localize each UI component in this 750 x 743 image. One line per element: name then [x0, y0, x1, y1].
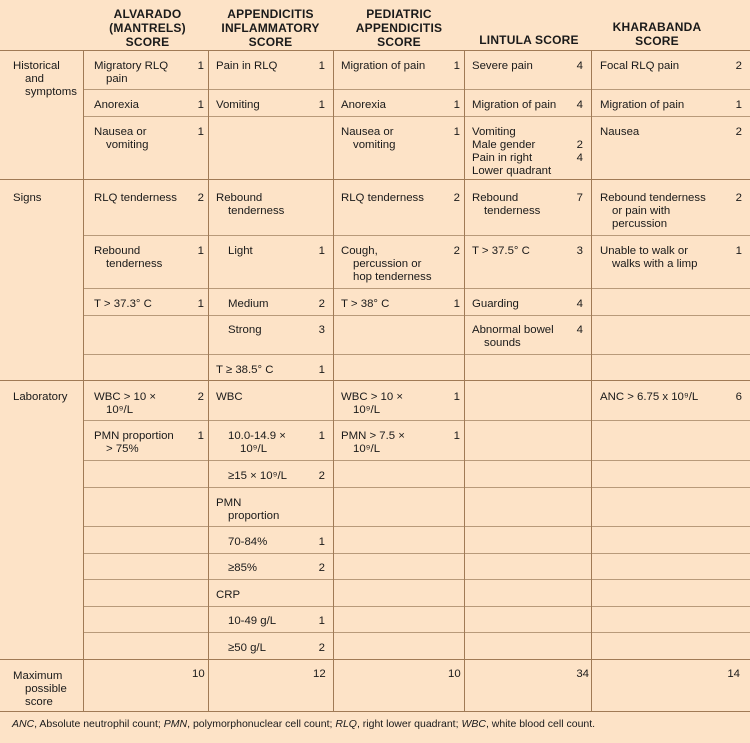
item-line: Nausea or [94, 126, 147, 138]
header-rule [0, 50, 750, 51]
section-laboratory: Laboratory [13, 391, 68, 403]
row-rule [83, 354, 750, 355]
header-line: SCORE [635, 34, 679, 48]
header-line: SCORE [248, 35, 293, 49]
kharabanda-item: Nausea [600, 126, 640, 138]
alvarado-item: T > 37.3° C [94, 298, 152, 310]
item-line: 10.0-14.9 × [228, 430, 286, 442]
lintula-points: 7 [576, 192, 583, 204]
header-line: SCORE [377, 35, 421, 49]
kharabanda-item: Focal RLQ pain [600, 60, 680, 72]
air-item: ≥85% [228, 562, 258, 574]
lintula-points: 4 [576, 152, 583, 164]
item-line: percussion [612, 218, 668, 230]
footnote-abbr: ANC [12, 718, 35, 730]
item-line: Rebound [94, 245, 141, 257]
item-line: walks with a limp [612, 258, 698, 270]
pas-item [341, 126, 395, 152]
air-points: 1 [318, 430, 325, 442]
pas-points: 1 [453, 99, 460, 111]
lintula-points: 4 [576, 298, 583, 310]
label-line: and [25, 73, 45, 85]
label-line: Historical [13, 60, 60, 72]
item-line: percussion or [353, 258, 422, 270]
kharabanda-points: 6 [735, 391, 742, 403]
lintula-max: 34 [576, 668, 589, 680]
header-line: (MANTRELS) [109, 21, 186, 35]
table-footnote [12, 718, 595, 730]
row-rule [83, 116, 750, 117]
section-rule [0, 659, 750, 660]
item-line: tenderness [106, 258, 163, 270]
item-line: Migratory RLQ [94, 60, 169, 72]
item-line: vomiting [106, 139, 149, 151]
header-line: SCORE [125, 35, 170, 49]
kharabanda-points: 1 [735, 245, 742, 257]
air-points: 2 [318, 642, 325, 654]
col-rule [464, 50, 465, 711]
pas-item: T > 38° C [341, 298, 390, 310]
item-line: tenderness [484, 205, 541, 217]
pas-points: 1 [453, 126, 460, 138]
lintula-item: Migration of pain [472, 99, 557, 111]
pas-item: RLQ tenderness [341, 192, 424, 204]
kharabanda-points: 2 [735, 60, 742, 72]
kharabanda-item [600, 192, 706, 231]
footnote-text: , white blood cell count. [485, 718, 596, 730]
kharabanda-points: 2 [735, 126, 742, 138]
item-line: Vomiting [472, 126, 516, 138]
item-line: Pain in right [472, 152, 533, 164]
item-line: 10⁹/L [353, 404, 381, 416]
alvarado-item [94, 60, 168, 86]
item-line: proportion [228, 510, 280, 522]
col-rule [83, 50, 84, 711]
row-rule [83, 288, 750, 289]
air-points: 1 [318, 536, 325, 548]
pas-points: 2 [453, 245, 460, 257]
col-rule [333, 50, 334, 711]
footnote-abbr: WBC [461, 718, 486, 730]
pas-points: 1 [453, 391, 460, 403]
alvarado-item: RLQ tenderness [94, 192, 177, 204]
row-rule [83, 89, 750, 90]
row-rule [83, 487, 750, 488]
air-item: 70-84% [228, 536, 268, 548]
lintula-points: 4 [576, 60, 583, 72]
item-line: PMN [216, 497, 242, 509]
item-line: hop tenderness [353, 271, 432, 283]
air-points: 1 [318, 364, 325, 376]
header-line: APPENDICITIS [355, 21, 443, 35]
pas-points: 1 [453, 298, 460, 310]
table-header [0, 0, 750, 50]
footnote-text: , Absolute neutrophil count; [34, 718, 164, 730]
alvarado-points: 1 [197, 126, 204, 138]
header-pas [334, 7, 464, 49]
kharabanda-item: ANC > 6.75 x 10⁹/L [600, 391, 699, 403]
alvarado-item [94, 430, 174, 456]
air-item: Vomiting [216, 99, 260, 111]
col-rule [208, 50, 209, 711]
header-lintula: LINTULA SCORE [479, 33, 579, 47]
alvarado-item [94, 245, 162, 271]
item-line: Unable to walk or [600, 245, 689, 257]
item-line: WBC > 10 × [341, 391, 404, 403]
header-kharabanda [592, 20, 722, 48]
item-line: Nausea or [341, 126, 394, 138]
item-line: 10⁹/L [106, 404, 134, 416]
section-maximum [13, 670, 67, 709]
header-air [208, 7, 333, 49]
pas-item [341, 391, 403, 417]
kharabanda-item: Migration of pain [600, 99, 685, 111]
col-rule [591, 50, 592, 711]
item-line: or pain with [612, 205, 671, 217]
lintula-points: 4 [576, 99, 583, 111]
air-item: WBC [216, 391, 243, 403]
row-rule [83, 553, 750, 554]
air-points: 1 [318, 245, 325, 257]
section-historical [13, 60, 77, 99]
header-alvarado [85, 7, 210, 49]
air-item [228, 430, 286, 456]
air-item: Medium [228, 298, 269, 310]
lintula-item [472, 324, 554, 350]
item-line: Lower quadrant [472, 165, 552, 177]
item-line: > 75% [106, 443, 139, 455]
item-line: PMN proportion [94, 430, 174, 442]
footnote-abbr: PMN [163, 718, 188, 730]
pas-points: 1 [453, 430, 460, 442]
alvarado-points: 2 [197, 391, 204, 403]
footnote-abbr: RLQ [335, 718, 357, 730]
footer-rule [0, 711, 750, 712]
air-item: ≥50 g/L [228, 642, 266, 654]
row-rule [83, 420, 750, 421]
lintula-points: 4 [576, 324, 583, 336]
item-line: Male gender [472, 139, 536, 151]
air-item: T ≥ 38.5° C [216, 364, 274, 376]
lintula-item: T > 37.5° C [472, 245, 530, 257]
air-item: Light [228, 245, 253, 257]
alvarado-item [94, 126, 148, 152]
lintula-points: 3 [576, 245, 583, 257]
kharabanda-item [600, 245, 697, 271]
air-item: ≥15 × 10⁹/L [228, 470, 287, 482]
row-rule [83, 315, 750, 316]
air-max: 12 [313, 668, 326, 680]
item-line: 10⁹/L [353, 443, 381, 455]
pas-points: 2 [453, 192, 460, 204]
label-line: symptoms [25, 86, 77, 98]
row-rule [83, 606, 750, 607]
air-item: Pain in RLQ [216, 60, 278, 72]
header-line: PEDIATRIC [366, 7, 432, 21]
air-points: 1 [318, 615, 325, 627]
item-line: tenderness [228, 205, 285, 217]
item-line: PMN > 7.5 × [341, 430, 405, 442]
row-rule [83, 460, 750, 461]
lintula-item: Guarding [472, 298, 519, 310]
item-line: Rebound [216, 192, 263, 204]
item-line: Rebound tenderness [600, 192, 706, 204]
row-rule [83, 526, 750, 527]
air-item [216, 192, 284, 218]
item-line: Cough, [341, 245, 378, 257]
header-line: KHARABANDA [612, 20, 702, 34]
row-rule [83, 632, 750, 633]
row-rule [83, 579, 750, 580]
header-line: APPENDICITIS [227, 7, 314, 21]
item-line: pain [106, 73, 128, 85]
pas-max: 10 [448, 668, 461, 680]
lintula-points: 2 [576, 139, 583, 151]
kharabanda-max: 14 [727, 668, 740, 680]
alvarado-points: 1 [197, 298, 204, 310]
alvarado-points: 2 [197, 192, 204, 204]
alvarado-item [94, 391, 156, 417]
alvarado-points: 1 [197, 245, 204, 257]
lintula-item [472, 126, 551, 178]
item-line: WBC > 10 × [94, 391, 157, 403]
pas-item: Anorexia [341, 99, 386, 111]
lintula-item [472, 192, 540, 218]
pas-points: 1 [453, 60, 460, 72]
pas-item [341, 430, 405, 456]
lintula-item: Severe pain [472, 60, 533, 72]
alvarado-points: 1 [197, 430, 204, 442]
footnote-text: , right lower quadrant; [356, 718, 462, 730]
item-line: vomiting [353, 139, 396, 151]
pas-item: Migration of pain [341, 60, 426, 72]
section-signs: Signs [13, 192, 42, 204]
alvarado-points: 1 [197, 99, 204, 111]
alvarado-item: Anorexia [94, 99, 139, 111]
header-line: ALVARADO [113, 7, 182, 21]
label-line: Maximum [13, 670, 63, 682]
item-line: Abnormal bowel [472, 324, 554, 336]
header-line: INFLAMMATORY [221, 21, 320, 35]
air-points: 1 [318, 60, 325, 72]
air-points: 1 [318, 99, 325, 111]
air-points: 3 [318, 324, 325, 336]
row-rule [83, 235, 750, 236]
pas-item [341, 245, 432, 284]
kharabanda-points: 2 [735, 192, 742, 204]
section-rule [0, 179, 750, 180]
kharabanda-points: 1 [735, 99, 742, 111]
air-points: 2 [318, 298, 325, 310]
air-points: 2 [318, 562, 325, 574]
label-line: possible [25, 683, 67, 695]
alvarado-points: 1 [197, 60, 204, 72]
footnote-text: , polymorphonuclear cell count; [187, 718, 336, 730]
air-item [216, 497, 279, 523]
air-item: Strong [228, 324, 262, 336]
air-item: 10-49 g/L [228, 615, 277, 627]
label-line: score [25, 696, 53, 708]
air-points: 2 [318, 470, 325, 482]
alvarado-max: 10 [192, 668, 205, 680]
item-line: Rebound [472, 192, 519, 204]
air-item: CRP [216, 589, 241, 601]
item-line: sounds [484, 337, 521, 349]
item-line: 10⁹/L [240, 443, 268, 455]
section-rule [0, 380, 750, 381]
